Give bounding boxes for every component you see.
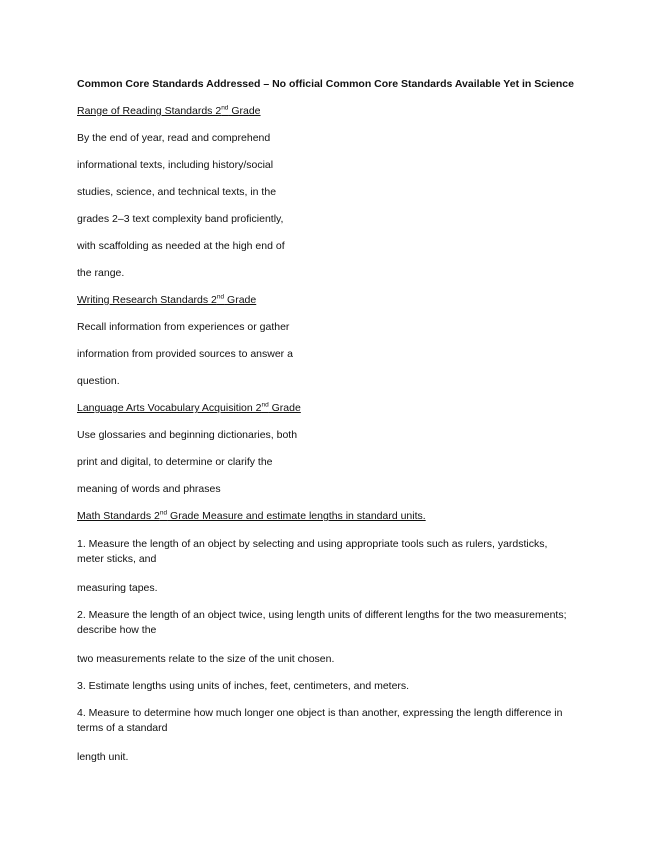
math-item-2: 2. Measure the length of an object twice, using length units of different lengths for the two measurements; describe how the xyxy=(77,609,567,636)
reading-line: with scaffolding as needed at the high end of xyxy=(77,240,285,252)
vocabulary-line: meaning of words and phrases xyxy=(77,483,221,495)
vocabulary-line: print and digital, to determine or clarify the xyxy=(77,456,273,468)
math-item-4-continued: length unit. xyxy=(77,751,129,763)
reading-line: informational texts, including history/social xyxy=(77,159,274,171)
section-heading-vocabulary: Language Arts Vocabulary Acquisition 2nd Grade xyxy=(77,401,301,414)
reading-line: studies, science, and technical texts, in the xyxy=(77,186,277,198)
reading-line: the range. xyxy=(77,267,125,279)
reading-line: By the end of year, read and comprehend xyxy=(77,132,271,144)
reading-line: grades 2–3 text complexity band proficiently, xyxy=(77,213,284,225)
writing-line: question. xyxy=(77,375,120,387)
section-heading-math: Math Standards 2nd Grade Measure and estimate lengths in standard units. xyxy=(77,509,426,522)
vocabulary-line: Use glossaries and beginning dictionaries, both xyxy=(77,429,298,441)
math-item-4: 4. Measure to determine how much longer one object is than another, expressing the length difference in terms of a standard xyxy=(77,707,563,734)
math-item-2-continued: two measurements relate to the size of the unit chosen. xyxy=(77,653,335,665)
section-heading-writing: Writing Research Standards 2nd Grade xyxy=(77,293,257,306)
section-heading-reading: Range of Reading Standards 2nd Grade xyxy=(77,104,261,117)
math-item-1: 1. Measure the length of an object by selecting and using appropriate tools such as rulers, yardsticks, meter sticks, and xyxy=(77,538,548,565)
writing-line: information from provided sources to answer a xyxy=(77,348,293,360)
document-title: Common Core Standards Addressed – No official Common Core Standards Available Yet in Science xyxy=(77,78,574,90)
math-item-3: 3. Estimate lengths using units of inches, feet, centimeters, and meters. xyxy=(77,680,410,692)
writing-line: Recall information from experiences or gather xyxy=(77,321,290,333)
math-item-1-continued: measuring tapes. xyxy=(77,582,158,594)
